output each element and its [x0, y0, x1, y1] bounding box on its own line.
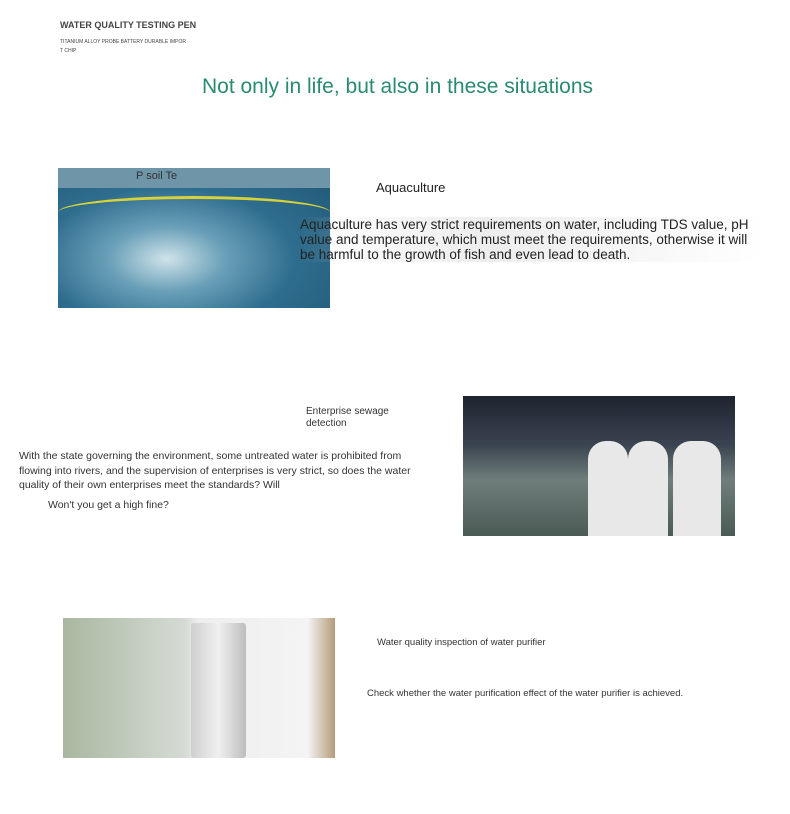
enterprise-body: With the state governing the environment, some untreated water is prohibited from flowing into rivers, and the supervision of enterprises is very strict, so does the water quality of their own enterprises meet the standards? Will — [19, 450, 411, 491]
water-purifier-photo — [63, 618, 335, 758]
sewage-plant-photo — [463, 396, 735, 536]
brand-title: WATER QUALITY TESTING PEN — [60, 20, 197, 30]
purifier-body: Check whether the water purification effect of the water purifier is achieved. — [367, 688, 684, 699]
purifier-title: Water quality inspection of water purifier — [377, 637, 546, 648]
aquaculture-title: Aquaculture — [376, 180, 446, 195]
enterprise-question: Won't you get a high fine? — [48, 499, 169, 511]
enterprise-title: Enterprise sewage detection — [306, 406, 389, 429]
brand-subtitle: TITANIUM ALLOY PROBE BATTERY DURABLE IMPOR T CHIP — [60, 39, 186, 54]
aquaculture-photo — [58, 168, 330, 308]
page-headline: Not only in life, but also in these situations — [201, 75, 594, 98]
photo-label: P soil Te — [136, 170, 178, 182]
aquaculture-body: Aquaculture has very strict requirements on water, including TDS value, pH value and temperature, which must meet the requirements, otherwise it will be harmful to the growth of fish and even lead to death. — [300, 217, 765, 262]
